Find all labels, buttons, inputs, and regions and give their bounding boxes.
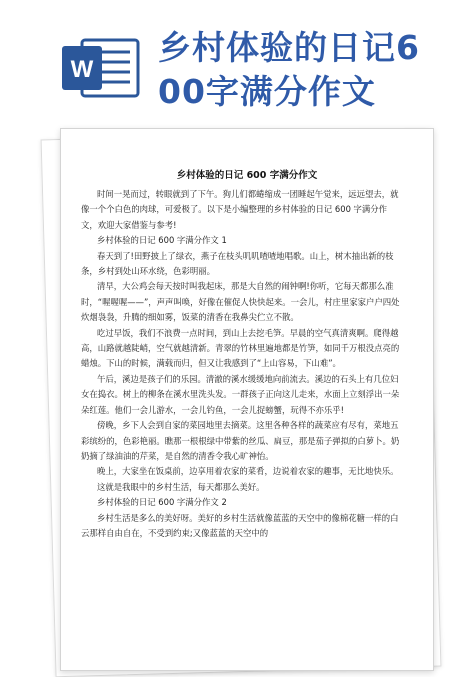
document-paragraph: 晚上，大家坐在饭桌前，边享用着农家的菜肴，边说着农家的趣事，无比地快乐。 xyxy=(97,466,399,477)
document-paragraph: 乡村生活是多么的美好呀。美好的乡村生活就像蓝蓝的天空中的像棉花糖一样的白云那样自由自在，不受到约束;又像蓝蓝的天空中的 xyxy=(81,512,399,538)
word-document-icon xyxy=(60,38,140,98)
document-title: 乡村体验的日记 600 字满分作文 xyxy=(176,170,318,181)
document-body xyxy=(81,187,401,541)
document-paragraph: 春天到了!田野披上了绿衣，燕子在枝头叽叽喳喳地唱歌。山上，树木抽出新的枝条，乡村到处山环水绕，色彩明丽。 xyxy=(81,250,394,277)
banner-title-line-2: 00字满分作文 xyxy=(158,72,376,111)
document-paragraph: 乡村体验的日记 600 字满分作文 2 xyxy=(97,497,227,508)
document-page xyxy=(60,128,434,671)
document-paragraph: 傍晚，乡下人会到自家的菜园地里去摘菜。这里各种各样的蔬菜应有尽有，菜地五彩缤纷的，色彩艳丽。瞧那一根根绿中带紫的丝瓜、扁豆，那是茄子弹拟的白萝卜。奶奶摘了绿油油的芹菜，是自然的清香令我心旷神怡。 xyxy=(81,420,400,461)
document-paragraph: 清早，大公鸡会每天按时叫我起床，那是大自然的闹钟啊!你听，它每天都那么准时，“喔喔喔——”，声声叫唤，好像在催促人快快起来。一会儿，村庄里家家户户四处炊烟袅袅，升腾的细如雾，饭菜的清香在我鼻尖伫立不散。 xyxy=(81,281,400,323)
document-paragraph: 乡村体验的日记 600 字满分作文 1 xyxy=(97,235,227,246)
document-paragraph: 时间一晃而过，转眼就到了下午。狗儿们都蜷缩成一团睡起午觉来，远远望去，就像一个个白色的肉球，可爱极了。以下是小编整理的乡村体验的日记 600 字满分作文，欢迎大家借鉴与参考! xyxy=(81,189,399,230)
document-paragraph: 这就是我眼中的乡村生活，每天都那么美好。 xyxy=(97,481,265,492)
banner-title-line-1: 乡村体验的日记6 xyxy=(158,28,420,67)
banner-title xyxy=(158,26,468,114)
document-paragraph: 吃过早饭，我们不浪费一点时间，到山上去挖毛笋。早晨的空气真清爽啊。爬得越高，山路就越陡峭，空气就越清新。青翠的竹林里遍地都是竹笋，如同千万根没点亮的蜡烛。下山的时候，满载而归，但又让我感到了“上山容易，下山难”。 xyxy=(81,327,400,369)
svg-text:W: W xyxy=(70,56,94,83)
header-banner xyxy=(0,0,474,118)
document-paragraph: 午后，溪边是孩子们的乐园。清澈的溪水缓缓地向前流去。溪边的石头上有几位妇女在捣衣。树上的柳条在溪水里洗头发。一群孩子正向这儿走来，水面上立刻浮出一朵朵红莲。他们一会儿游水，一会儿钓鱼，一会儿捉螃蟹，玩得不亦乐乎! xyxy=(81,373,400,415)
